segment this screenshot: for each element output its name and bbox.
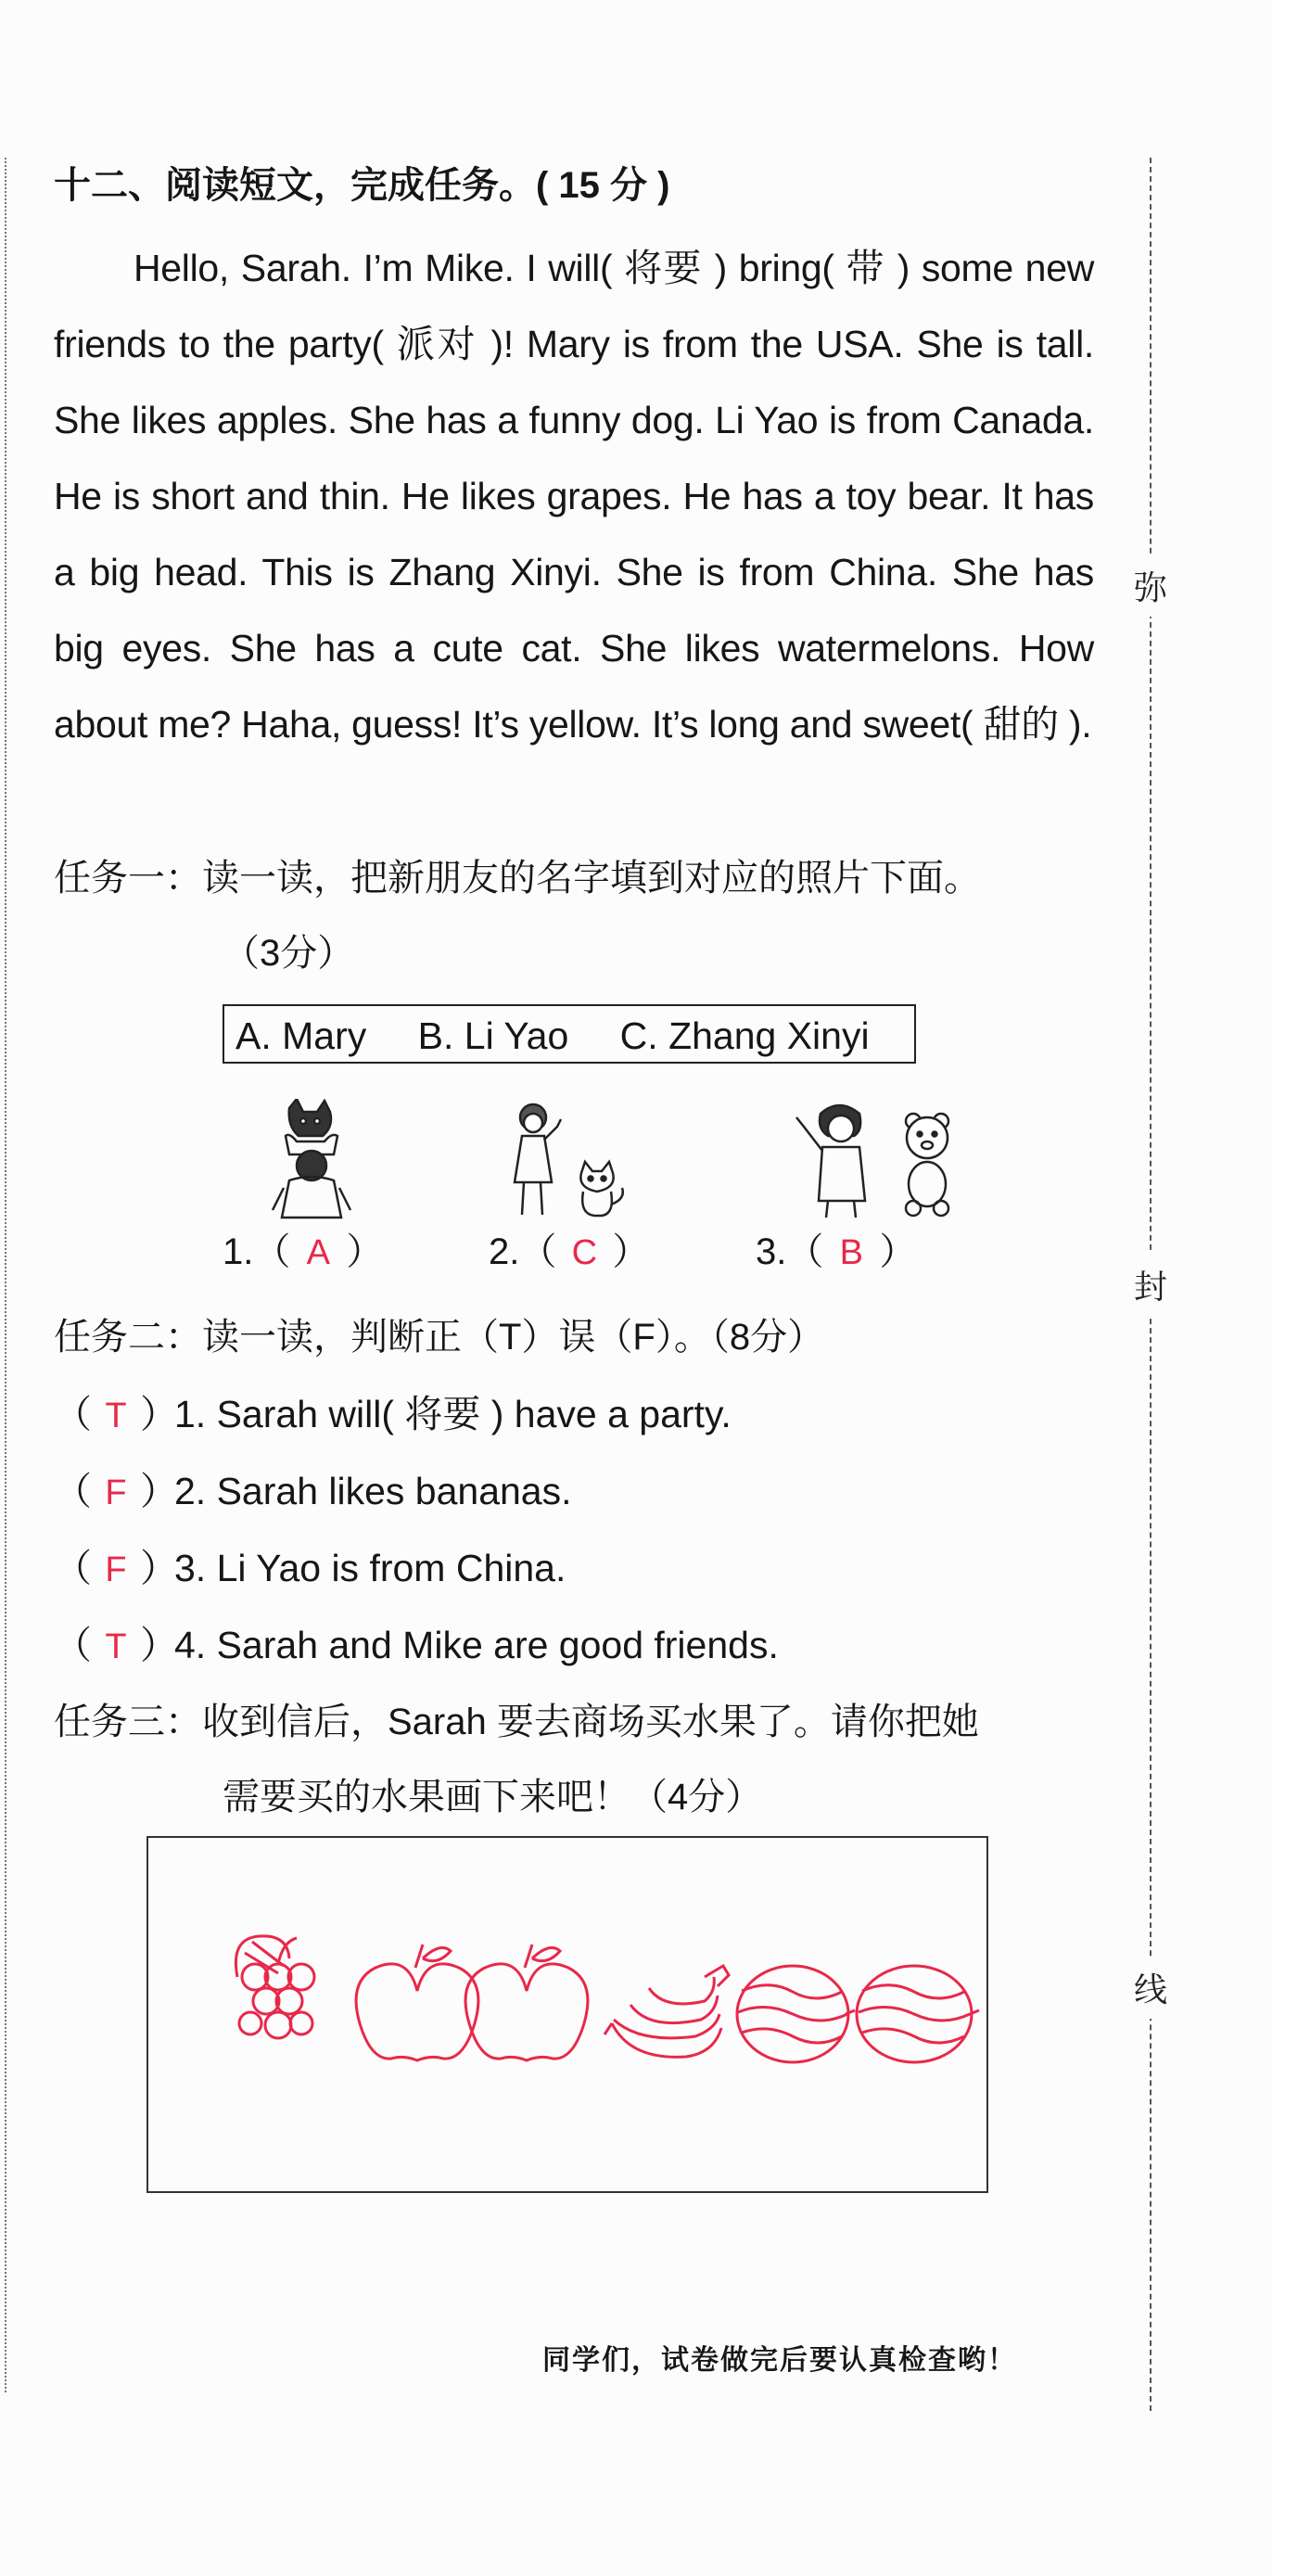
match-number: 3.（ — [756, 1231, 824, 1272]
paren-open: （ — [54, 1624, 92, 1666]
option-b: B. Li Yao — [417, 1014, 569, 1057]
paren-close: ） — [140, 1393, 178, 1435]
task3-title: 任务三：收到信后，Sarah 要去商场买水果了。请你把她 — [54, 1702, 979, 1742]
match-item-3 — [756, 1222, 916, 1275]
girl-with-cat-picture — [505, 1099, 635, 1219]
paren-close: ） — [140, 1624, 178, 1666]
option-c: C. Zhang Xinyi — [619, 1014, 870, 1057]
match-item-2 — [489, 1222, 649, 1275]
match-close: ） — [879, 1231, 917, 1272]
match-number: 1.（ — [223, 1231, 291, 1272]
option-a: A. Mary — [235, 1014, 367, 1057]
judge-statement: 4. Sarah and Mike are good friends. — [174, 1624, 779, 1666]
grapes-icon — [235, 1936, 314, 2038]
match-answer: B — [839, 1233, 864, 1272]
judge-item-3 — [54, 1537, 566, 1592]
judge-statement: 1. Sarah will( 将要 ) have a party. — [174, 1393, 732, 1435]
paren-close: ） — [140, 1547, 178, 1589]
seal-char-mi: 弥 — [1134, 555, 1167, 617]
paren-open: （ — [54, 1470, 92, 1512]
name-options-box — [223, 1004, 916, 1064]
watermelon-icon — [737, 1966, 855, 2062]
drawing-box — [146, 1836, 988, 2193]
boy-with-bear-picture — [783, 1099, 960, 1219]
fruit-drawing — [148, 1838, 986, 2191]
judge-statement: 2. Sarah likes bananas. — [174, 1470, 572, 1512]
task2-title: 任务二：读一读，判断正（T）误（F）。（8分） — [54, 1317, 825, 1358]
paren-open: （ — [54, 1547, 92, 1589]
footer-reminder: 同学们，试卷做完后要认真检查哟！ — [542, 2344, 1017, 2377]
match-answer: C — [571, 1233, 598, 1272]
reading-passage: Hello, Sarah. I’m Mike. I will( 将要 ) bring( 带 ) some new friends to the party( 派对 )! Mary is from the USA. She is tall. She likes apples. She has a funny dog. Li Yao is from Canada. He is short and thin. He likes grapes. He has a toy bear. It has a big head. This is Zhang Xinyi. She is from China. She has big eyes. She has a cute cat. She likes watermelons. How about me? Haha, guess! It’s yellow. It’s long and sweet( 甜的 ). — [54, 247, 1094, 746]
judge-item-2 — [54, 1460, 572, 1515]
banana-icon — [604, 1966, 729, 2057]
seal-char-feng: 封 — [1134, 1254, 1167, 1316]
left-binding-dots — [5, 158, 6, 2392]
judge-item-4 — [54, 1614, 779, 1669]
task1-points: （3分） — [223, 933, 355, 974]
paren-open: （ — [54, 1393, 92, 1435]
girl-with-dog-picture — [252, 1099, 373, 1219]
match-answer: A — [306, 1233, 331, 1272]
match-close: ） — [346, 1231, 384, 1272]
watermelon-icon — [857, 1966, 979, 2062]
match-number: 2.（ — [489, 1231, 557, 1272]
judge-answer: T — [105, 1396, 127, 1435]
judge-answer: T — [105, 1627, 127, 1666]
match-item-1 — [223, 1222, 383, 1275]
task1-title: 任务一：读一读，把新朋友的名字填到对应的照片下面。 — [54, 858, 981, 899]
apple-icon — [356, 1945, 478, 2060]
seal-char-xian: 线 — [1134, 1957, 1167, 2019]
judge-answer: F — [105, 1550, 127, 1589]
paren-close: ） — [140, 1470, 178, 1512]
judge-answer: F — [105, 1473, 127, 1512]
match-close: ） — [612, 1231, 650, 1272]
judge-statement: 3. Li Yao is from China. — [174, 1547, 566, 1589]
task3-subtitle: 需要买的水果画下来吧！（4分） — [223, 1777, 763, 1817]
judge-item-1 — [54, 1384, 732, 1438]
apple-icon — [465, 1945, 588, 2060]
section-heading: 十二、阅读短文，完成任务。( 15 分 ) — [54, 165, 670, 206]
